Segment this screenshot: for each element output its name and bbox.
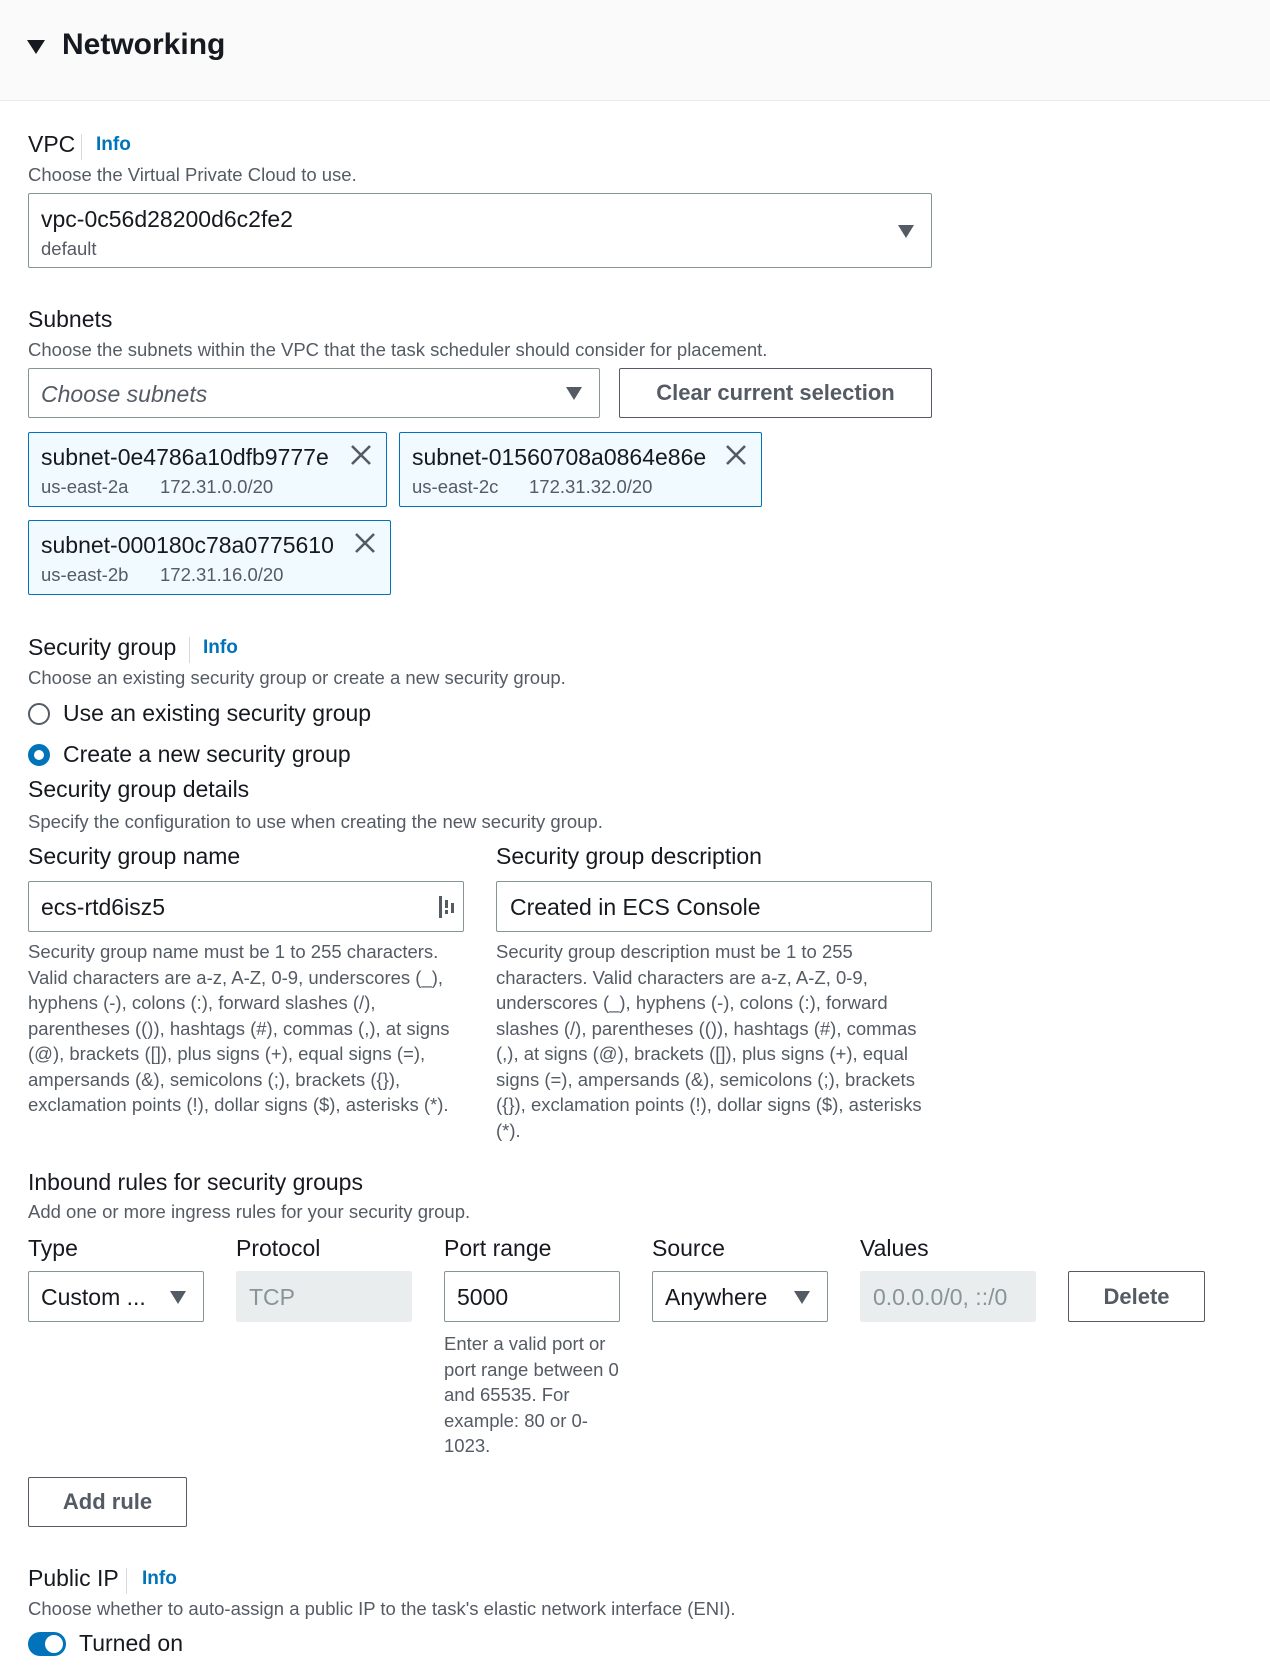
subnet-token-az: us-east-2a [41,476,129,497]
close-icon[interactable] [349,443,373,467]
subnet-token-az: us-east-2c [412,476,499,497]
subnet-token-cidr: 172.31.32.0/20 [529,476,653,497]
networking-header[interactable] [0,0,1270,101]
sg-description-value: Created in ECS Console [510,894,761,920]
sg-name-value: ecs-rtd6isz5 [41,894,165,920]
subnet-token-name: subnet-0e4786a10dfb9777e [41,444,329,470]
toggle-knob [45,1635,63,1653]
column-protocol: Protocol [236,1235,321,1261]
sg-name-help: Security group name must be 1 to 255 characters. Valid characters are a-z, A-Z, 0-9, underscores (_), hyphens (-), colons (:), forward slashes (/), parentheses (()), hashtags (#), commas (,), at signs (@), brackets ([]), plus signs (+), equal signs (=), ampersands (&), semicolons (;), brackets ({}), exclamation points (!), dollar signs ($), asterisks (*). [28,941,450,1115]
sg-description-label: Security group description [496,843,762,869]
subnet-token [28,520,391,595]
inbound-rules-description: Add one or more ingress rules for your security group. [28,1201,471,1222]
divider [81,134,82,160]
caret-down-icon [794,1291,810,1304]
radio-new-security-group[interactable] [28,744,50,766]
vpc-label: VPC [28,131,76,157]
column-type: Type [28,1235,78,1261]
add-rule-button[interactable]: Add rule [28,1477,187,1527]
radio-new-label[interactable]: Create a new security group [63,741,351,767]
vpc-description: Choose the Virtual Private Cloud to use. [28,164,357,185]
radio-existing-label[interactable]: Use an existing security group [63,700,372,726]
security-group-label: Security group [28,634,177,660]
subnet-token-cidr: 172.31.0.0/20 [160,476,274,497]
public-ip-info-link[interactable]: Info [142,1568,177,1589]
inbound-rules-title: Inbound rules for security groups [28,1169,363,1195]
vpc-info-link[interactable]: Info [96,134,131,155]
rule-port-value: 5000 [457,1284,509,1310]
security-group-info-link[interactable]: Info [203,637,238,658]
public-ip-description: Choose whether to auto-assign a public IP to the task's elastic network interface (ENI). [28,1598,736,1619]
sg-name-label: Security group name [28,843,241,869]
rule-port-input[interactable] [444,1271,620,1322]
column-source: Source [652,1235,725,1261]
rule-source-select[interactable] [652,1271,828,1322]
security-group-details-description: Specify the configuration to use when creating the new security group. [28,811,603,832]
vpc-selected-id: vpc-0c56d28200d6c2fe2 [41,206,293,232]
subnet-token-cidr: 172.31.16.0/20 [160,564,284,585]
subnets-select[interactable] [28,368,600,418]
rule-values-field [860,1271,1036,1322]
sg-name-input[interactable] [28,881,464,932]
subnets-description: Choose the subnets within the VPC that the task scheduler should consider for placement. [28,339,768,360]
sg-description-help: Security group description must be 1 to 255 characters. Valid characters are a-z, A-Z, 0-9, underscores (_), hyphens (-), colons (:), forward slashes (/), parentheses (()), hashtags (#), commas (,), at signs (@), brackets ([]), plus signs (+), equal signs (=), ampersands (&), semicolons (;), brackets ({}), exclamation points (!), dollar signs ($), asterisks (*). [496,941,922,1141]
close-icon[interactable] [353,531,377,555]
column-values: Values [860,1235,929,1261]
divider [189,637,190,663]
divider [126,1568,127,1594]
caret-down-icon [898,225,914,238]
subnets-placeholder: Choose subnets [41,381,208,407]
public-ip-toggle[interactable] [28,1632,66,1656]
security-group-details-title: Security group details [28,776,250,802]
caret-down-icon[interactable] [27,40,45,54]
vpc-select[interactable] [28,193,932,268]
public-ip-toggle-label: Turned on [79,1630,183,1656]
subnet-token [399,432,762,507]
password-manager-icon[interactable] [438,895,456,919]
radio-existing-security-group[interactable] [28,703,50,725]
rule-protocol-field [236,1271,412,1322]
delete-rule-button[interactable]: Delete [1068,1271,1205,1322]
sg-description-input[interactable] [496,881,932,932]
rule-port-help: Enter a valid port or port range between 0 and 65535. For example: 80 or 0-1023. [444,1333,619,1456]
column-port-range: Port range [444,1235,552,1261]
subnet-token-az: us-east-2b [41,564,129,585]
subnet-token-name: subnet-01560708a0864e86e [412,444,707,470]
public-ip-label: Public IP [28,1565,119,1591]
vpc-selected-tag: default [41,238,97,259]
subnets-label: Subnets [28,306,113,332]
security-group-description: Choose an existing security group or create a new security group. [28,667,566,688]
rule-type-value: Custom ... [41,1284,146,1310]
close-icon[interactable] [724,443,748,467]
rule-type-select[interactable] [28,1271,204,1322]
rule-protocol-value: TCP [249,1284,295,1310]
caret-down-icon [170,1291,186,1304]
rule-source-value: Anywhere [665,1284,768,1310]
section-title: Networking [62,28,226,61]
caret-down-icon [566,387,582,400]
subnet-token [28,432,387,507]
rule-values-value: 0.0.0.0/0, ::/0 [873,1284,1008,1310]
subnet-token-name: subnet-000180c78a0775610 [41,532,334,558]
clear-selection-button[interactable]: Clear current selection [619,368,932,418]
